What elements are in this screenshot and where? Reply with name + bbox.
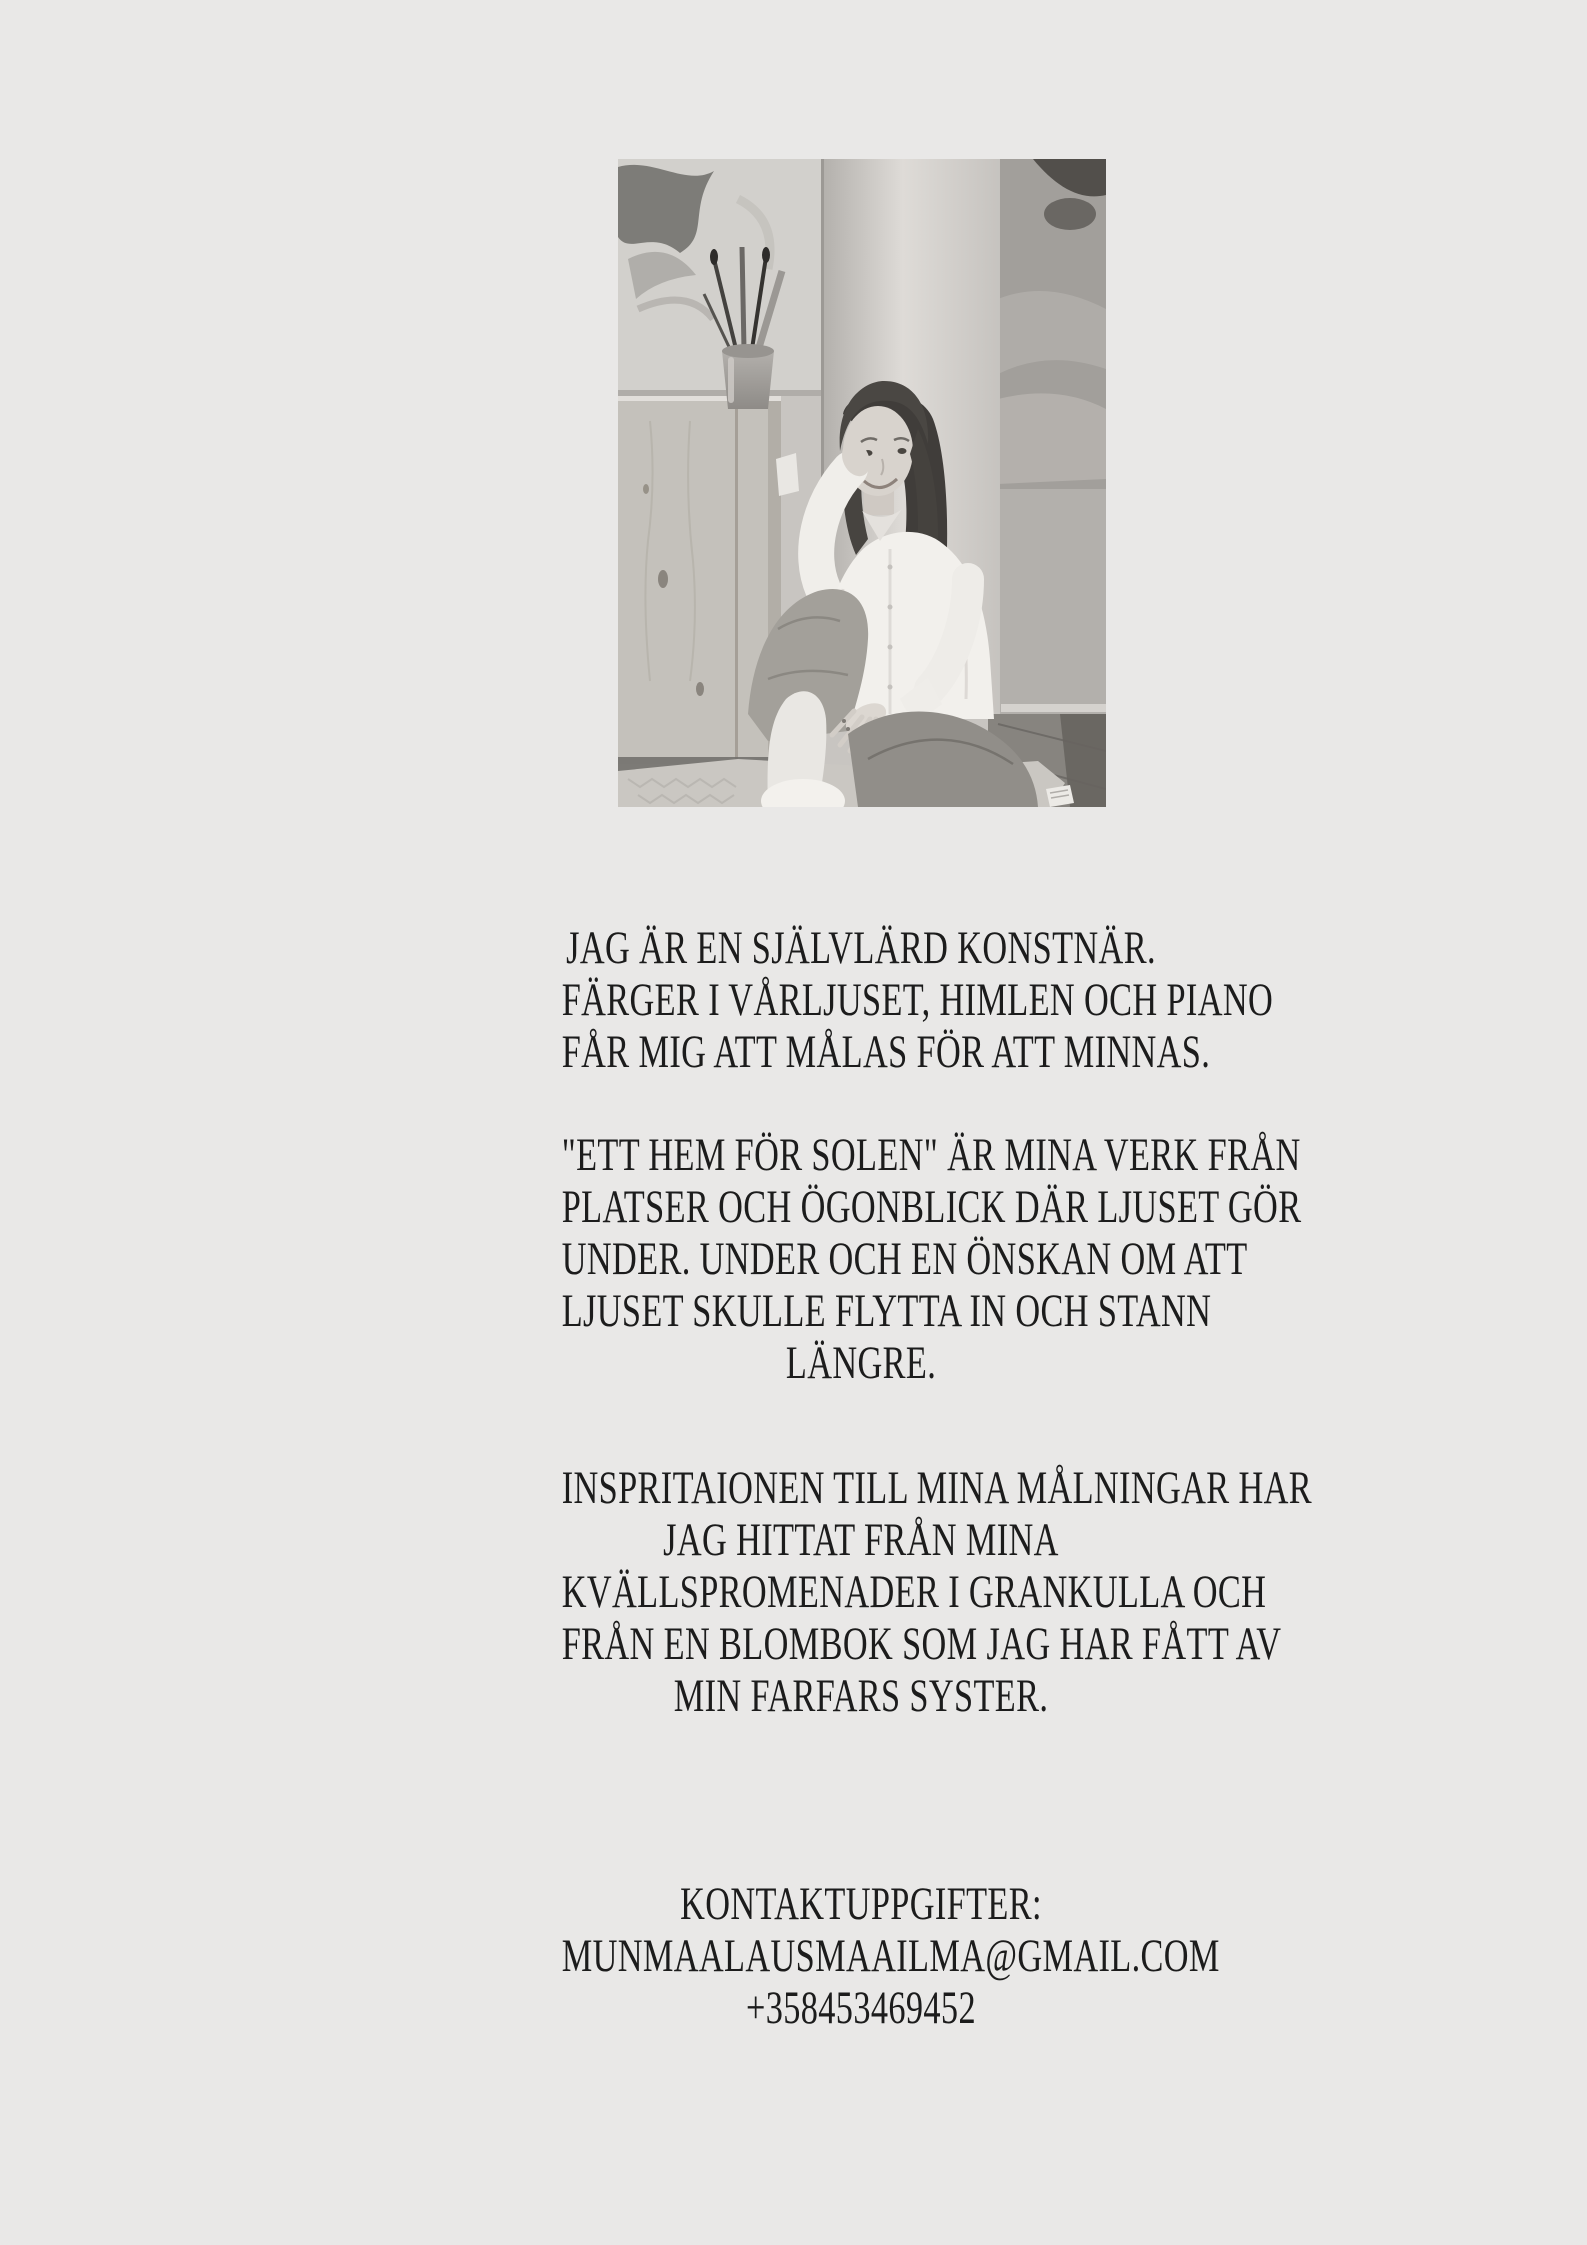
inspiration-line: KVÄLLSPROMENADER I GRANKULLA OCH <box>561 1566 1267 1618</box>
statement-line: LÄNGRE. <box>785 1337 937 1389</box>
statement-line: PLATSER OCH ÖGONBLICK DÄR LJUSET GÖR <box>561 1181 1302 1233</box>
artist-photo <box>618 159 1106 807</box>
inspiration-line: MIN FARFARS SYSTER. <box>673 1670 1049 1722</box>
bio-line: FÅR MIG ATT MÅLAS FÖR ATT MINNAS. <box>561 1026 1211 1078</box>
statement-line: "ETT HEM FÖR SOLEN" ÄR MINA VERK FRÅN <box>561 1129 1301 1181</box>
statement-line: LJUSET SKULLE FLYTTA IN OCH STANN <box>561 1285 1212 1337</box>
painting-right <box>990 159 1106 489</box>
bio-line: JAG ÄR EN SJÄLVLÄRD KONSTNÄR. <box>566 922 1156 974</box>
bio-line: FÄRGER I VÅRLJUSET, HIMLEN OCH PIANO <box>561 974 1274 1026</box>
artist-photo-illustration <box>618 159 1106 807</box>
bio-paragraph <box>561 922 1274 1078</box>
contact-block <box>561 1878 1220 2034</box>
inspiration-line: FRÅN EN BLOMBOK SOM JAG HAR FÅTT AV <box>561 1618 1282 1670</box>
contact-phone: +358453469452 <box>746 1982 976 2034</box>
inspiration-paragraph <box>561 1462 1313 1722</box>
inspiration-line: INSPRITAIONEN TILL MINA MÅLNINGAR HAR <box>561 1462 1313 1514</box>
statement-paragraph <box>561 1129 1302 1389</box>
contact-heading: KONTAKTUPPGIFTER: <box>680 1878 1042 1930</box>
inspiration-line: JAG HITTAT FRÅN MINA <box>663 1514 1059 1566</box>
statement-line: UNDER. UNDER OCH EN ÖNSKAN OM ATT <box>561 1233 1248 1285</box>
contact-email: MUNMAALAUSMAAILMA@GMAIL.COM <box>561 1930 1220 1982</box>
painting-left <box>618 159 825 396</box>
